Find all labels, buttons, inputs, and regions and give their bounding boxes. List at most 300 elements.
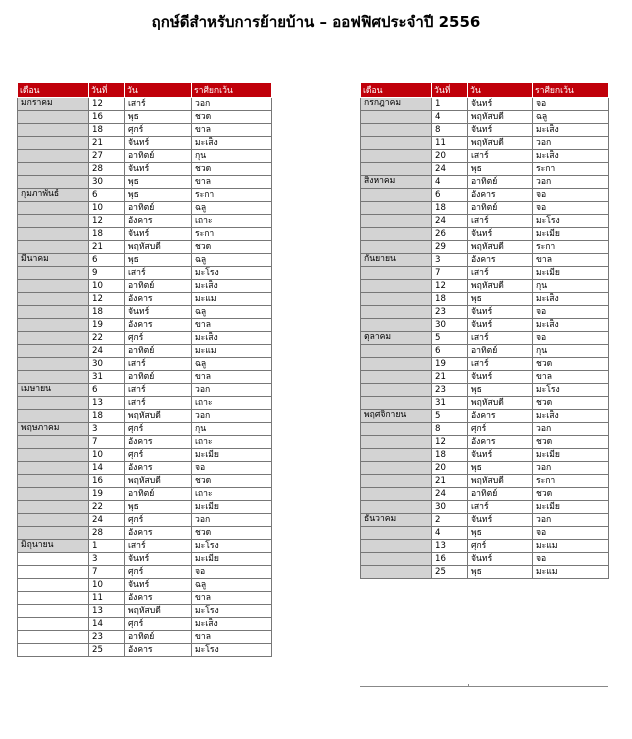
month-cell [18,644,89,657]
day-cell: พฤหัสบดี [125,605,192,618]
day-cell: จันทร์ [125,306,192,319]
table-row [361,436,609,449]
month-cell [18,332,89,345]
month-cell [18,605,89,618]
day-cell: อาทิตย์ [468,345,533,358]
zodiac-cell: ชวด [192,163,272,176]
zodiac-cell: ฉลู [533,111,609,124]
day-cell: ศุกร์ [125,423,192,436]
zodiac-cell: มะเส็ง [533,319,609,332]
month-label: ธันวาคม [361,514,432,527]
day-cell: พฤหัสบดี [125,475,192,488]
date-cell: 25 [89,644,125,657]
day-cell: พฤหัสบดี [468,397,533,410]
table-row [361,462,609,475]
zodiac-cell: จอ [192,566,272,579]
date-cell: 5 [432,410,468,423]
zodiac-cell: มะเส็ง [533,124,609,137]
day-cell: อาทิตย์ [125,631,192,644]
zodiac-cell: ชวด [533,436,609,449]
zodiac-cell: ระกา [533,475,609,488]
day-cell: อาทิตย์ [125,488,192,501]
month-cell [18,488,89,501]
date-cell: 24 [89,345,125,358]
zodiac-cell: เถาะ [192,436,272,449]
month-cell [361,540,432,553]
month-cell [18,592,89,605]
zodiac-cell: มะโรง [192,644,272,657]
day-cell: เสาร์ [468,215,533,228]
date-cell: 29 [432,241,468,254]
table-row [18,449,272,462]
date-cell: 25 [432,566,468,579]
day-cell: อาทิตย์ [125,150,192,163]
month-cell [18,267,89,280]
date-cell: 18 [432,202,468,215]
table-row [18,423,272,436]
zodiac-cell: มะเส็ง [533,293,609,306]
day-cell: พุธ [468,566,533,579]
table-row [18,241,272,254]
day-cell: อังคาร [468,436,533,449]
zodiac-cell: ระกา [533,163,609,176]
date-cell: 10 [89,579,125,592]
zodiac-cell: ฉลู [192,358,272,371]
day-cell: อาทิตย์ [468,488,533,501]
zodiac-cell: วอก [192,98,272,111]
month-cell [361,527,432,540]
zodiac-cell: มะเส็ง [192,137,272,150]
header-day: วัน [125,83,192,98]
day-cell: เสาร์ [468,332,533,345]
zodiac-cell: ชวด [192,475,272,488]
month-cell [361,566,432,579]
zodiac-cell: วอก [192,384,272,397]
zodiac-cell: ชวด [192,111,272,124]
date-cell: 13 [89,605,125,618]
date-cell: 14 [89,462,125,475]
table-row [18,254,272,267]
date-cell: 6 [432,345,468,358]
zodiac-cell: กุน [192,423,272,436]
table-row [18,137,272,150]
day-cell: ศุกร์ [125,124,192,137]
zodiac-cell: กุน [533,345,609,358]
table-row [18,605,272,618]
month-cell [18,553,89,566]
table-row [361,228,609,241]
zodiac-cell: มะแม [533,566,609,579]
date-cell: 27 [89,150,125,163]
table-row [18,332,272,345]
month-cell [361,137,432,150]
date-cell: 6 [89,189,125,202]
day-cell: เสาร์ [125,384,192,397]
day-cell: อังคาร [468,254,533,267]
day-cell: อังคาร [125,436,192,449]
day-cell: จันทร์ [468,514,533,527]
date-cell: 10 [89,202,125,215]
month-cell [18,111,89,124]
month-cell [361,384,432,397]
table-row [361,514,609,527]
date-cell: 19 [89,488,125,501]
date-cell: 18 [89,410,125,423]
day-cell: จันทร์ [468,553,533,566]
day-cell: จันทร์ [468,371,533,384]
day-cell: พุธ [468,384,533,397]
month-label: กรกฎาคม [361,98,432,111]
day-cell: จันทร์ [468,228,533,241]
table-row [361,98,609,111]
date-cell: 31 [89,371,125,384]
month-cell [18,475,89,488]
month-label: กุมภาพันธ์ [18,189,89,202]
table-row [361,345,609,358]
day-cell: จันทร์ [125,137,192,150]
month-cell [361,319,432,332]
table-row [18,553,272,566]
table-row [361,527,609,540]
table-row [18,631,272,644]
date-cell: 24 [432,163,468,176]
table-row [18,475,272,488]
day-cell: พุธ [468,293,533,306]
date-cell: 1 [432,98,468,111]
table-row [18,644,272,657]
date-cell: 24 [89,514,125,527]
month-cell [361,306,432,319]
day-cell: อาทิตย์ [125,202,192,215]
zodiac-cell: เถาะ [192,397,272,410]
zodiac-cell: ชวด [533,397,609,410]
table-row [18,111,272,124]
day-cell: อาทิตย์ [468,202,533,215]
zodiac-cell: มะเส็ง [192,332,272,345]
day-cell: จันทร์ [468,98,533,111]
month-cell [18,137,89,150]
month-cell [18,397,89,410]
zodiac-cell: ขาล [192,176,272,189]
table-row [361,319,609,332]
day-cell: จันทร์ [125,579,192,592]
month-cell [361,111,432,124]
date-cell: 24 [432,215,468,228]
day-cell: ศุกร์ [125,449,192,462]
date-cell: 4 [432,111,468,124]
day-cell: พฤหัสบดี [468,111,533,124]
month-cell [361,462,432,475]
date-cell: 18 [89,228,125,241]
zodiac-cell: ขาล [192,371,272,384]
date-cell: 9 [89,267,125,280]
zodiac-cell: ฉลู [192,202,272,215]
zodiac-cell: ขาล [533,371,609,384]
day-cell: ศุกร์ [468,540,533,553]
month-cell [18,345,89,358]
zodiac-cell: มะเส็ง [533,410,609,423]
day-cell: พฤหัสบดี [468,475,533,488]
month-cell [18,150,89,163]
date-cell: 24 [432,488,468,501]
month-cell [361,228,432,241]
month-cell [18,566,89,579]
zodiac-cell: มะเส็ง [192,280,272,293]
zodiac-cell: มะเมีย [533,228,609,241]
day-cell: ศุกร์ [125,618,192,631]
date-cell: 11 [89,592,125,605]
month-cell [361,202,432,215]
month-label: เมษายน [18,384,89,397]
table-row [361,488,609,501]
zodiac-cell: เถาะ [192,488,272,501]
month-cell [18,124,89,137]
month-cell [361,488,432,501]
day-cell: พุธ [468,462,533,475]
month-label: สิงหาคม [361,176,432,189]
table-row [361,241,609,254]
day-cell: จันทร์ [468,319,533,332]
month-cell [361,241,432,254]
month-cell [361,501,432,514]
zodiac-cell: วอก [192,514,272,527]
month-label: มิถุนายน [18,540,89,553]
table-row [361,475,609,488]
date-cell: 4 [432,527,468,540]
date-cell: 21 [89,241,125,254]
table-row [18,319,272,332]
date-cell: 13 [432,540,468,553]
zodiac-cell: วอก [533,462,609,475]
day-cell: อาทิตย์ [125,371,192,384]
day-cell: เสาร์ [468,150,533,163]
day-cell: จันทร์ [125,553,192,566]
table-row [18,306,272,319]
header-excluded-zodiac: ราศียกเว้น [533,83,609,98]
day-cell: พฤหัสบดี [468,280,533,293]
date-cell: 12 [89,98,125,111]
date-cell: 6 [89,384,125,397]
day-cell: พฤหัสบดี [468,137,533,150]
day-cell: พฤหัสบดี [468,241,533,254]
day-cell: จันทร์ [125,228,192,241]
zodiac-cell: ชวด [533,358,609,371]
zodiac-cell: วอก [533,514,609,527]
day-cell: พฤหัสบดี [125,241,192,254]
date-cell: 18 [432,449,468,462]
zodiac-cell: ฉลู [192,306,272,319]
header-month: เดือน [18,83,89,98]
month-cell [361,280,432,293]
table-row [18,124,272,137]
month-cell [361,358,432,371]
month-cell [18,306,89,319]
month-cell [361,124,432,137]
month-cell [18,215,89,228]
date-cell: 10 [89,449,125,462]
zodiac-cell: จอ [533,306,609,319]
date-cell: 13 [89,397,125,410]
table-row [18,176,272,189]
table-row [18,98,272,111]
table-row [18,566,272,579]
month-cell [18,579,89,592]
zodiac-cell: ฉลู [192,254,272,267]
date-cell: 26 [432,228,468,241]
date-cell: 18 [89,124,125,137]
date-cell: 20 [432,150,468,163]
zodiac-cell: มะเส็ง [533,150,609,163]
date-cell: 21 [89,137,125,150]
day-cell: อังคาร [468,189,533,202]
table-row [18,267,272,280]
zodiac-cell: ชวด [192,527,272,540]
table-row [361,124,609,137]
day-cell: ศุกร์ [125,332,192,345]
zodiac-cell: จอ [533,553,609,566]
month-cell [18,293,89,306]
day-cell: เสาร์ [125,540,192,553]
table-row [18,618,272,631]
month-cell [361,423,432,436]
day-cell: พุธ [125,111,192,124]
table-row [18,579,272,592]
table-row [18,202,272,215]
day-cell: พุธ [468,163,533,176]
date-cell: 12 [89,215,125,228]
header-month: เดือน [361,83,432,98]
table-row [361,293,609,306]
table-row [361,254,609,267]
table-row [361,202,609,215]
date-cell: 22 [89,501,125,514]
date-cell: 14 [89,618,125,631]
month-cell [361,449,432,462]
month-cell [18,501,89,514]
month-cell [361,553,432,566]
day-cell: อังคาร [125,644,192,657]
zodiac-cell: เถาะ [192,215,272,228]
day-cell: จันทร์ [125,163,192,176]
table-row [18,488,272,501]
table-row [361,553,609,566]
zodiac-cell: จอ [533,332,609,345]
zodiac-cell: ชวด [533,488,609,501]
month-cell [18,527,89,540]
day-cell: เสาร์ [468,501,533,514]
zodiac-cell: มะเส็ง [192,618,272,631]
day-cell: พุธ [125,254,192,267]
zodiac-cell: มะโรง [533,384,609,397]
month-cell [361,436,432,449]
table-row [361,215,609,228]
zodiac-cell: วอก [533,137,609,150]
zodiac-cell: ขาล [192,631,272,644]
month-cell [18,319,89,332]
day-cell: เสาร์ [468,358,533,371]
month-cell [361,150,432,163]
day-cell: อาทิตย์ [125,280,192,293]
table-row [18,228,272,241]
table-row [18,514,272,527]
date-cell: 8 [432,423,468,436]
date-cell: 30 [89,176,125,189]
calendar-table-jul-dec [360,82,609,579]
table-row [361,267,609,280]
month-cell [18,410,89,423]
date-cell: 12 [432,436,468,449]
zodiac-cell: จอ [533,98,609,111]
zodiac-cell: ชวด [192,241,272,254]
table-row [18,345,272,358]
month-label: พฤศจิกายน [361,410,432,423]
zodiac-cell: มะโรง [192,267,272,280]
zodiac-cell: มะแม [192,345,272,358]
month-cell [361,397,432,410]
month-cell [361,163,432,176]
date-cell: 30 [432,319,468,332]
table-row [361,150,609,163]
day-cell: อังคาร [125,215,192,228]
zodiac-cell: ขาล [192,319,272,332]
table-row [18,371,272,384]
table-row [18,280,272,293]
month-label: ตุลาคม [361,332,432,345]
day-cell: อังคาร [468,410,533,423]
date-cell: 28 [89,163,125,176]
month-label: พฤษภาคม [18,423,89,436]
date-cell: 21 [432,371,468,384]
day-cell: เสาร์ [125,358,192,371]
header-date: วันที่ [89,83,125,98]
table-row [18,540,272,553]
zodiac-cell: กุน [192,150,272,163]
month-cell [18,436,89,449]
month-cell [18,371,89,384]
header-date: วันที่ [432,83,468,98]
day-cell: พุธ [468,527,533,540]
zodiac-cell: วอก [533,423,609,436]
zodiac-cell: ขาล [192,124,272,137]
table-row [18,150,272,163]
month-cell [18,163,89,176]
month-label: มีนาคม [18,254,89,267]
table-row [18,189,272,202]
table-row [18,436,272,449]
month-label: กันยายน [361,254,432,267]
date-cell: 28 [89,527,125,540]
date-cell: 16 [89,475,125,488]
table-row [361,137,609,150]
table-row [361,410,609,423]
zodiac-cell: วอก [192,410,272,423]
date-cell: 23 [432,306,468,319]
month-cell [361,293,432,306]
table-row [361,358,609,371]
zodiac-cell: ระกา [533,241,609,254]
day-cell: ศุกร์ [125,566,192,579]
date-cell: 23 [432,384,468,397]
date-cell: 18 [89,306,125,319]
month-cell [18,449,89,462]
zodiac-cell: จอ [533,189,609,202]
month-cell [18,618,89,631]
table-row [18,384,272,397]
month-cell [18,280,89,293]
zodiac-cell: มะแม [533,540,609,553]
table-row [361,566,609,579]
date-cell: 18 [432,293,468,306]
